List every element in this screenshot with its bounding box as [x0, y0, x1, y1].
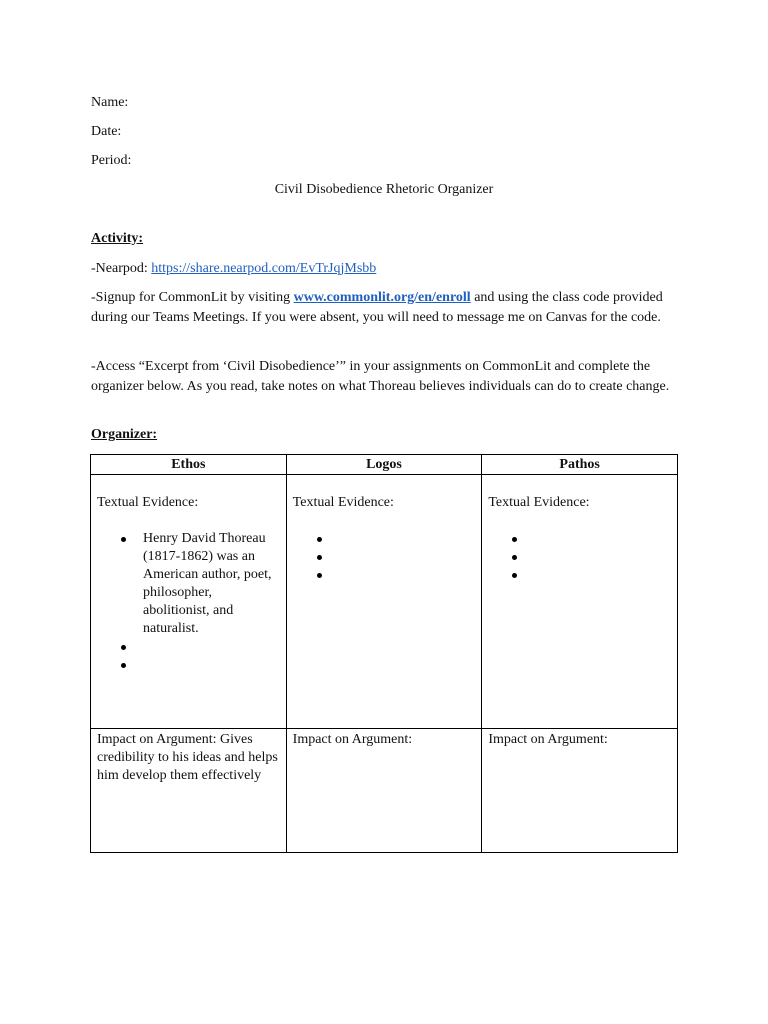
signup-paragraph — [91, 288, 676, 328]
logos-impact-cell[interactable] — [286, 729, 482, 853]
signup-prefix: -Signup for CommonLit by visiting — [91, 290, 294, 305]
pathos-bullet-list — [482, 530, 677, 584]
header-row — [91, 455, 678, 475]
list-item: Henry David Thoreau (1817-1862) was an American author, poet, philosopher, abolitionist, and naturalist. — [143, 530, 286, 638]
logos-evidence-cell[interactable] — [286, 475, 482, 729]
list-item — [534, 530, 677, 548]
date-label: Date: — [91, 124, 122, 139]
logos-bullet-list — [287, 530, 482, 584]
organizer-heading: Organizer: — [91, 427, 158, 442]
ethos-impact-text: Impact on Argument: Gives credibility to his ideas and helps him develop them effectively — [97, 732, 278, 783]
list-item — [339, 548, 482, 566]
nearpod-prefix: -Nearpod: — [91, 261, 152, 276]
nearpod-line — [91, 260, 376, 277]
period-label: Period: — [91, 153, 132, 168]
evidence-label: Textual Evidence: — [292, 495, 394, 510]
pathos-impact-cell[interactable] — [482, 729, 678, 853]
list-item — [534, 548, 677, 566]
activity-heading: Activity: — [91, 231, 144, 246]
list-item — [143, 638, 286, 656]
ethos-evidence-cell[interactable] — [91, 475, 287, 729]
name-label: Name: — [91, 95, 129, 110]
pathos-evidence-cell[interactable] — [482, 475, 678, 729]
column-header-logos: Logos — [286, 455, 482, 475]
column-header-ethos: Ethos — [91, 455, 287, 475]
signup-suffix: and using the class code provided during our Teams Meetings. If you were absent, you will need to message me on Canvas for the code. — [91, 290, 663, 325]
nearpod-link[interactable]: https://share.nearpod.com/EvTrJqjMsbb — [151, 261, 377, 276]
column-header-pathos: Pathos — [482, 455, 678, 475]
organizer-table — [90, 454, 678, 853]
impact-row — [91, 729, 678, 853]
commonlit-enroll-link[interactable]: www.commonlit.org/en/enroll — [293, 290, 471, 305]
list-item — [534, 566, 677, 584]
document-title: Civil Disobedience Rhetoric Organizer — [274, 182, 494, 197]
evidence-label: Textual Evidence: — [97, 495, 199, 510]
logos-impact-text: Impact on Argument: — [292, 732, 413, 747]
ethos-impact-cell[interactable] — [91, 729, 287, 853]
evidence-row — [91, 475, 678, 729]
access-paragraph: -Access “Excerpt from ‘Civil Disobedience’” in your assignments on CommonLit and complete the organizer below. As you read, take notes on what Thoreau believes individuals can do to create change. — [91, 359, 670, 394]
list-item — [143, 656, 286, 674]
pathos-impact-text: Impact on Argument: — [488, 732, 608, 747]
list-item — [339, 566, 482, 584]
list-item — [339, 530, 482, 548]
ethos-bullet-list — [91, 530, 286, 674]
evidence-label: Textual Evidence: — [488, 495, 590, 510]
